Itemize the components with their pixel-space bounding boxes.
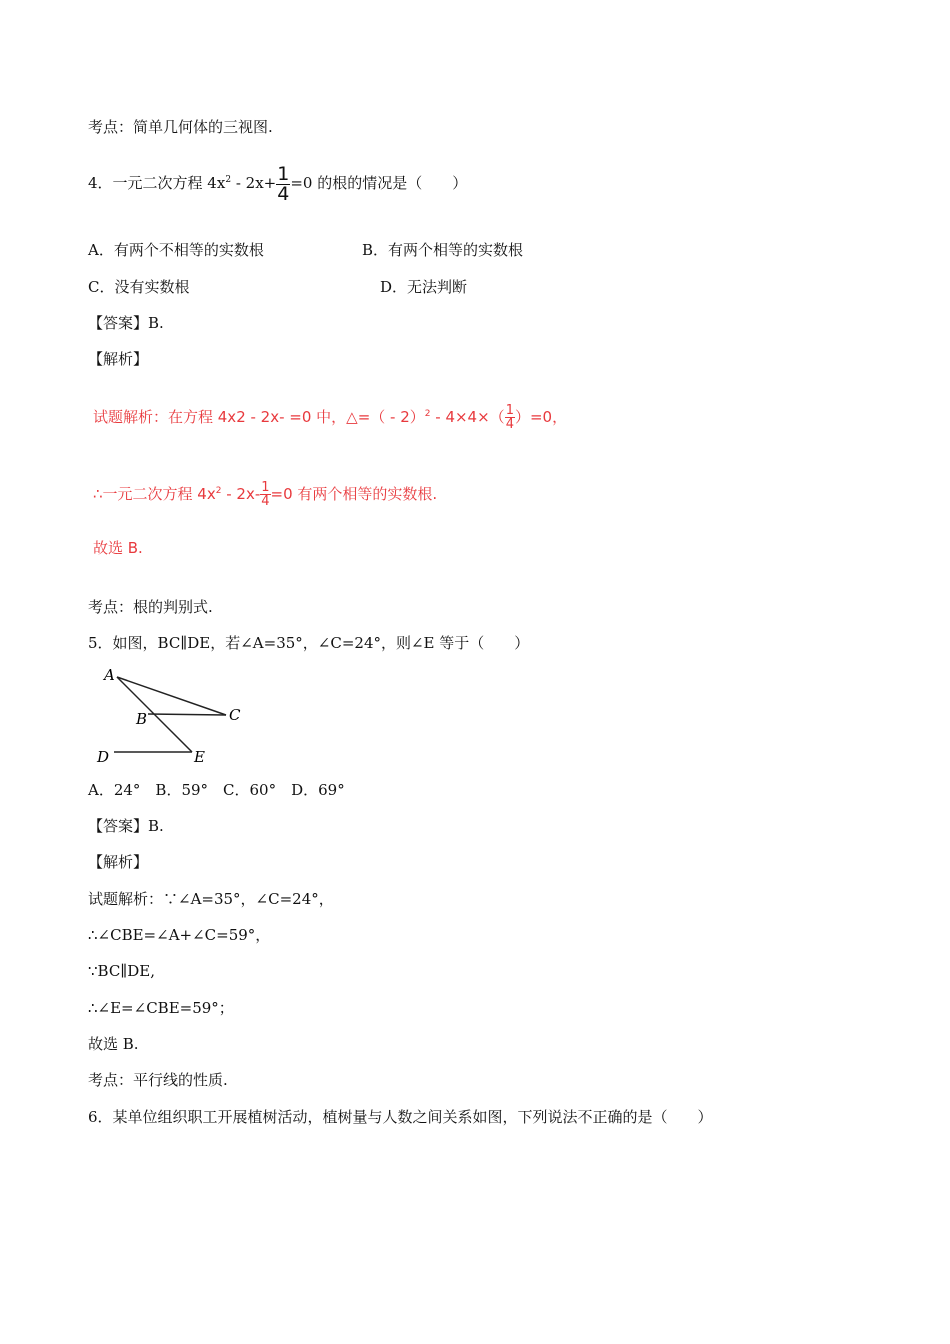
- label-c: C: [229, 706, 241, 724]
- q4-option-c: C．没有实数根: [88, 278, 190, 296]
- q4-red-line-1: 试题解析：在方程 4x2 - 2x- =0 中，△=（ - 2）$^2$ - 4×4×（ $\frac{1}{4}$ ）=0，: [93, 403, 568, 432]
- q5-kaodian: 考点：平行线的性质.: [88, 1071, 228, 1089]
- q4-stem: 4．一元二次方程 $4x^2 - 2x+$ $\frac{1}{4}$ =0 的根的情况是（ ）: [88, 162, 468, 205]
- q5-options: A．24° B．59° C．60° D．69°: [88, 781, 345, 799]
- q5-solution-line-3: ∵BC∥DE,: [88, 962, 155, 980]
- segment-a-c: [117, 677, 226, 715]
- q4-option-b: B．有两个相等的实数根: [362, 241, 524, 259]
- q4-option-d: D．无法判断: [380, 278, 468, 296]
- q4-option-a: A．有两个不相等的实数根: [88, 241, 264, 259]
- q5-stem: 5．如图，BC∥DE，若∠A=35°，∠C=24°，则∠E 等于（ ）: [88, 634, 530, 652]
- q4-red-line-2: ∴一元二次方程 $4x^2 - 2x-$ $\frac{1}{4}$ =0 有两个相等的实数根.: [93, 480, 438, 509]
- q5-answer: 【答案】B.: [88, 817, 164, 835]
- label-a: A: [104, 666, 115, 684]
- q5-analysis-heading: 【解析】: [88, 853, 149, 871]
- kaodian-three-views: 考点：简单几何体的三视图.: [88, 118, 273, 136]
- q4-red-fraction-2: $\frac{1}{4}$: [261, 480, 270, 509]
- q6-stem: 6．某单位组织职工开展植树活动，植树量与人数之间关系如图，下列说法不正确的是（ ）: [88, 1108, 713, 1126]
- q5-solution-line-1: 试题解析：∵∠A=35°，∠C=24°，: [88, 890, 334, 908]
- q4-kaodian: 考点：根的判别式.: [88, 598, 213, 616]
- q4-fraction: $\frac{1}{4}$: [277, 162, 290, 205]
- q4-analysis-heading: 【解析】: [88, 350, 149, 368]
- label-e: E: [194, 748, 205, 766]
- q4-answer: 【答案】B.: [88, 314, 164, 332]
- q5-solution-line-4: ∴∠E=∠CBE=59°；: [88, 999, 234, 1017]
- q4-red-fraction-1: $\frac{1}{4}$: [505, 403, 514, 432]
- segment-b-c: [148, 714, 226, 715]
- label-b: B: [136, 710, 148, 728]
- q5-geometry-figure: [92, 662, 252, 772]
- q5-solution-line-5: 故选 B.: [88, 1035, 139, 1053]
- q4-red-line-3: 故选 B.: [93, 539, 143, 557]
- label-d: D: [97, 748, 110, 766]
- q5-solution-line-2: ∴∠CBE=∠A+∠C=59°，: [88, 926, 271, 944]
